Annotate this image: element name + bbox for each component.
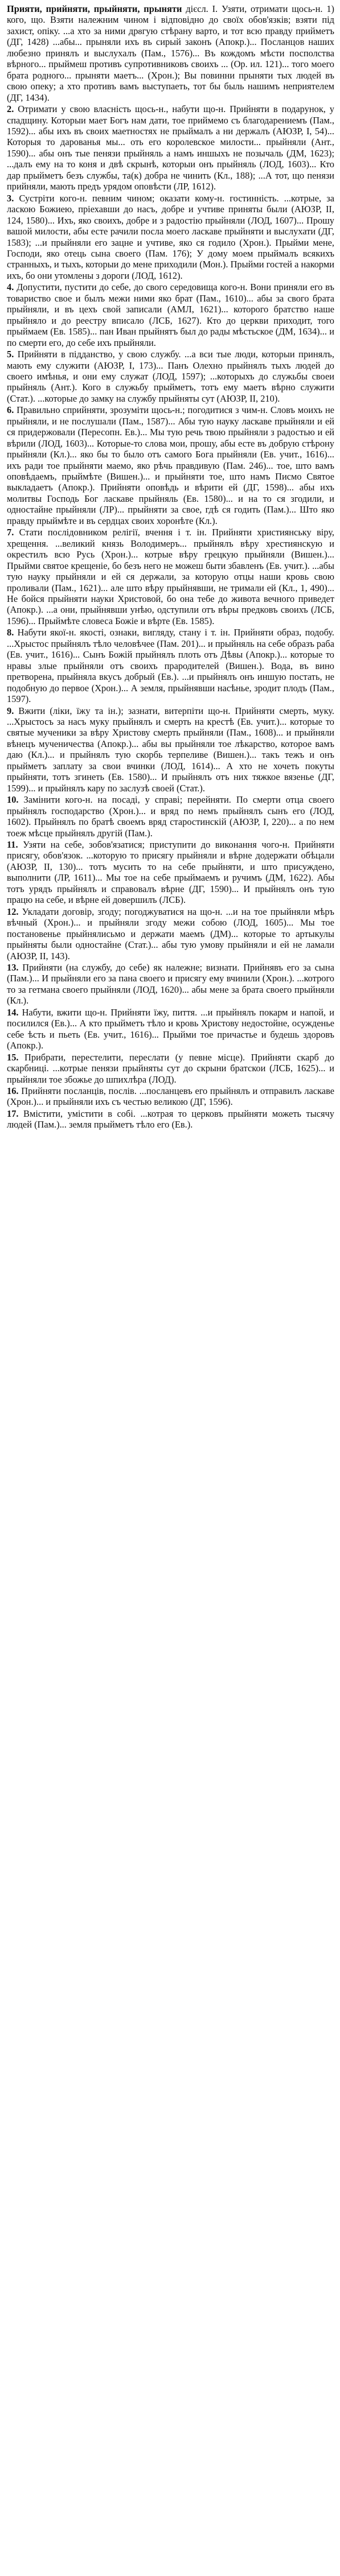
sense-text: Набути, вжити що-н. Прийняти їжу, пиття. ...и прыйнялъ покарм и напой, и посилился (Ев.)... А кто прыйметъ тѣло и кровь Христову недостойне, осужденье себе ѣсть и пьеть (Ев. учит., 1616)... Прыйми тое причастье и будешь здоровъ (Апокр.). bbox=[7, 1006, 334, 1051]
dictionary-entry-13 bbox=[7, 962, 334, 1006]
dictionary-entry-10 bbox=[7, 794, 334, 839]
sense-number: 16. bbox=[7, 1085, 19, 1096]
dictionary-entry-8 bbox=[7, 627, 334, 704]
sense-number: 15. bbox=[7, 1051, 19, 1063]
sense-number: 6. bbox=[7, 404, 14, 416]
sense-number: 3. bbox=[7, 192, 14, 204]
sense-number: 4. bbox=[7, 282, 14, 293]
sense-number: 8. bbox=[7, 627, 14, 638]
dictionary-entry-2 bbox=[7, 104, 334, 192]
dictionary-entry-7 bbox=[7, 527, 334, 626]
sense-text: Укладати договір, згоду; погоджуватися на що-н. ...и на тое прыйняли мѣръ вѣчный (Хрон.)... и прыйняли згоду межи собою (ЛОД, 1605)... Мы тое постановенье прыйнялисьмо и держати маемъ (ДМ)... которые то артыкулы прыйняты были одностайне (Стат.)... абы тую умову прыйняли и ей не ламали (АЮЗР, II, 143). bbox=[7, 906, 334, 961]
sense-text: дієсл. I. Узяти, отримати щось-н. 1) кого, що. Взяти належним чином і відповідно до своїх обов'язків; взяти під захист, опіку. ...а хто за ними дрᴕгую стѣрану варто, и тот всю правду прийметъ (ДГ, 1428) ...абы... прыняли ихъ въ сирый законъ (Апокр.)... Посланцов наших любезно принялъ и выслухалъ (Пам., 1576)... Въ кождомъ мѣсти посполства вѣрного... прыймеш противъ супротивниковъ своихъ ... (Ор. ил. 121)... того моего брата родного... прыняти маетъ... (Хрон.); Вы повинни прыняти тых людей въ свою опеку; а хто противъ вамъ выступаеть, тот бы быль нашимъ неприятелем (ДГ, 1434). bbox=[7, 3, 334, 103]
sense-text: Правильно сприйняти, зрозуміти щось-н.; погодитися з чим-н. Словъ моихъ не прыйняли, и не послушали (Пам., 1587)... Абы тую науку ласкаве прыйняли и ей ся придержовали (Пересопн. Ев.)... Мы тую речь твою прыйняли з радостью и ей вѣрили (ЛОД, 1603)... Которые-то слова мои, прошу, абы есте въ добрую стѣрону прыйняли (Кл.)... яко бы то было отъ самого Бога прыйняли (Ев. учит., 1616)... ихъ ради тое прыйняти маемо, яко рѣчь правдивую (Пам. 246)... тое, што вамъ оповѣдаемъ, прыймѣте (Вишен.)... и прыйняти тое, што намъ Писмо Святое выкладаетъ (Апокр.). Прийняти оповѣдь и вѣрити ей (ДГ, 1598)... абы ихъ молитвы Господь Бог ласкаве прыйняль (Ев. 1580)... и на то ся згодили, и одностайне прыйняли (ЛР)... прыйняти за свое, гдѣ ся годить (Пам.)... Што яко правду прыймѣте и въ сердцах своих хоронѣте (Кл.). bbox=[7, 404, 334, 526]
dictionary-entry-17 bbox=[7, 1108, 334, 1130]
dictionary-entry-1 bbox=[7, 3, 334, 103]
sense-number: 2. bbox=[7, 104, 14, 115]
sense-text: Сустріти кого-н. певним чином; оказати кому-н. гостинність. ...котрые, за ласкою Божиею, пріехавши до насъ, добре и учтиве приняты были (АЮЗР, II, 124, 1580)... Ихъ, яко своихъ, добре и з радостію прыйняли (ЛОД, 1607)... Прошу вашой милости, абы есте рачили посла моего ласкаве прыйняти и выслухати (ДГ, 1583); ...и прыйняли его зацне и учтиве, яко ся годило (Хрон.). Прыйми мене, Господи, яко отець сына своего (Пам. 176); У дому моем прыймалъ всякихъ странныхъ, и тыхъ, которыи до мене приходили (Мон.). Прыйми гостей а накорми ихъ, бо они утомлены з дороги (ЛОД, 1612). bbox=[7, 192, 334, 281]
dictionary-entry-11 bbox=[7, 839, 334, 906]
sense-text: Вмістити, умістити в собі. ...котрая то церковъ прыйняти можеть тысячу людей (Пам.)... земля прыйметъ тѣло его (Ев.). bbox=[7, 1108, 334, 1130]
dictionary-entry-15 bbox=[7, 1052, 334, 1085]
sense-text: Прийняти в підданство, у свою службу. ...а вси тые люди, которыи принялъ, мають ему служити (АЮЗР, I, 173)... Панъ Олехно прыйнялъ тыхъ людей до своего имѣнья, и они ему служат (ЛОД, 1597); ...которыхъ до служьбы своеи прыйняль (Ант.). Кого в служьбу прыйметъ, тотъ ему маетъ вѣрно служити (Стат.). ...которые до замку на службу прыйняты сут (АЮЗР, II, 210). bbox=[7, 349, 334, 404]
sense-text: Набути якої-н. якості, ознаки, вигляду, стану і т. ін. Прийняти образ, подобу. ...Хрыстос прыйнялъ тѣло человѣчее (Пам. 201)... и прыйняль на себе образъ раба (Ев. учит., 1616)... Сынъ Божій прыйнялъ плоть отъ Дѣвы (Апокр.)... которые то нравы злые прыйняли отъ своихъ прародителей (Вишен.). Вода, въ вино претворена, прыйняла вкусъ добрый (Ев.). ...и прыйнялъ онъ иншую постать, не подобную до первое (Хрон.)... А земля, прыйнявши насѣнье, зродит плодъ (Пам., 1597). bbox=[7, 627, 334, 705]
sense-number: 9. bbox=[7, 705, 14, 716]
sense-text: Замінити кого-н. на посаді, у справі; перейняти. По смерти отца своего прыйнялъ господарство (Хрон.)... и вряд по немъ прыйнялъ сынъ его (ЛОД, 1602). Прыйнялъ по братѣ своемъ вряд старостинскій (АЮЗР, I, 220)... а по нем тоеж мѣсце прыйнялъ другій (Пам.). bbox=[7, 794, 334, 839]
dictionary-entry-9 bbox=[7, 705, 334, 794]
sense-text: Прийняти (на службу, до себе) як належне; визнати. Прийнявъ его за сына (Пам.)... И прыйняли его за пана своего и присягу ему вчинили (Хрон.). ...котрого то за гетмана своего прыйняли (ЛОД, 1620)... абы мене за брата своего прыйняли (Кл.). bbox=[7, 961, 334, 1006]
sense-number: 10. bbox=[7, 794, 19, 806]
sense-number: 7. bbox=[7, 527, 14, 538]
dictionary-entry-3 bbox=[7, 193, 334, 282]
sense-number: 5. bbox=[7, 349, 14, 360]
sense-text: Стати послідовником релігії, вчення і т. ін. Прийняти християнську віру, хрещення. ...великий князь Володимеръ... прыйнялъ вѣру хрестиянскую и окрестилъ всю Русь (Хрон.)... котрые вѣру грецкую прыйняли (Вишен.)... Прыйми святое крещеніе, бо безъ него не можеш быти збавленъ (Ев. учит.). ...абы тую науку прыйняли и ей ся держали, за которую отцы наши кровь свою проливали (Пам., 1621)... але што вѣру прыйнявши, не тримали ей (Кл., 1, 490)... Не бойся прыйняти науки Христовой, бо она тебе до живота вечного приведет (Апокр.). ...а они, прыйнявши унѣю, одступили отъ вѣры предковъ своихъ (ЛСБ, 1596)... Прыймѣте словеса Божіе и вѣрте (Ев. 1585). bbox=[7, 527, 334, 626]
dictionary-entry-6 bbox=[7, 404, 334, 526]
sense-text: Узяти на себе, зобов'язатися; приступити до виконання чого-н. Прийняти присягу, обов'язок. ...которую то присягу прыйняли и вѣрне додержати обѣцали (АЮЗР, II, 130)... тотъ мусить то на себе прыйняти, и што присуждено, выполнити (ЛР, 1611)... Мы тое на себе прыймаемъ и ручимъ (ДМ, 1622). Абы тотъ урядъ прыйнялъ и справовалъ вѣрне (ДГ, 1590)... И прыйнялъ онъ тую працю на себе, и вѣрне ей довершилъ (ЛСБ). bbox=[7, 839, 334, 906]
headword: Прияти, прийняти, прыйняти, прыняти bbox=[7, 3, 182, 14]
sense-number: 17. bbox=[7, 1108, 19, 1119]
dictionary-entry-16 bbox=[7, 1085, 334, 1108]
sense-number: 12. bbox=[7, 906, 19, 917]
sense-text: Вжити (ліки, їжу та ін.); зазнати, витерпіти що-н. Прийняти смерть, муку. ...Хрыстосъ за насъ муку прыйнялъ и смерть на крестѣ (Ев. учит.)... которые то святые мученики за вѣру Христову смерть прыйняли (Пам., 1608)... и прыйняли вѣнецъ мученичества (Апокр.)... абы вы прыйняли тое лѣкарство, которое вамъ даю (Кл.)... и прыйнялъ тую скорбь терпеливе (Вишен.)... такъ тежъ и онъ прыйметъ заплату за свои вчинки (ЛОД, 1614)... А хто не хочеть покуты прыйняти, тотъ згинеть (Ев. 1580)... И прыйнялъ отъ них тяжкое вязенье (ДГ, 1599)... и прыйнялъ кару по заслузѣ своей (Стат.). bbox=[7, 705, 334, 794]
sense-text: Прибрати, перестелити, переслати (у певне місце). Прийняти скарб до скарбниці. ...котрые пенязи прыйняты сут до скрыни братскои (ЛСБ, 1625)... и прыйняли тое збожье до шпихлѣра (ЛОД). bbox=[7, 1051, 334, 1085]
sense-number: 14. bbox=[7, 1006, 19, 1018]
sense-number: 13. bbox=[7, 961, 19, 973]
dictionary-entry-14 bbox=[7, 1007, 334, 1051]
dictionary-entry-4 bbox=[7, 282, 334, 348]
sense-text: Отримати у свою власність щось-н., набути що-н. Прийняти в подарунок, у спадщину. Которыи мает Богъ нам дати, тое приймемо съ благодарениемъ (Пам., 1592)... абы ихъ въ своих маетностях не прыймалъ а ни держалъ (АЮЗР, I, 54)... Которыя то дарованья мы... оть его королевское милости... прыйняли (Ант., 1590)... абы онъ тые пенязи прыйняль а намъ иншыхъ не позычаль (ДМ, 1623); ...далъ ему на то коня и двѣ скрынѣ, которыи онъ прыйняль (ЛОД, 1603)... Кто дар прыйметъ безъ службы, та(к) добра не чинить (Кл., 188); ...А тот, що пенязи прийняли, мають предъ урядом оповѣсти (ЛР, 1612). bbox=[7, 104, 334, 192]
dictionary-entry-5 bbox=[7, 349, 334, 404]
dictionary-entry-12 bbox=[7, 906, 334, 961]
sense-number: 11. bbox=[7, 839, 18, 850]
sense-text: Допустити, пустити до себе, до свого середовища кого-н. Вони приняли его въ товариство свое и былъ межи ними яко брат (Пам., 1610)... абы за свого брата прыйняли, и въ цехъ свой записали (АМЛ, 1621)... которого братство наше прыйняло и до реестру вписало (ЛСБ, 1627). Кто до церкви приходит, того прыймаем (Ев. 1585)... пан Иван прыйнятъ был до рады мѣстьское (ДМ, 1634)... и по смерти его, до себе ихъ прыйняли. bbox=[7, 282, 334, 348]
sense-text: Прийняти посланців, послів. ...посланцевъ его прыйнялъ и отправилъ ласкаве (Хрон.)... и прыйняли ихъ съ честью великою (ДГ, 1596). bbox=[7, 1085, 334, 1108]
